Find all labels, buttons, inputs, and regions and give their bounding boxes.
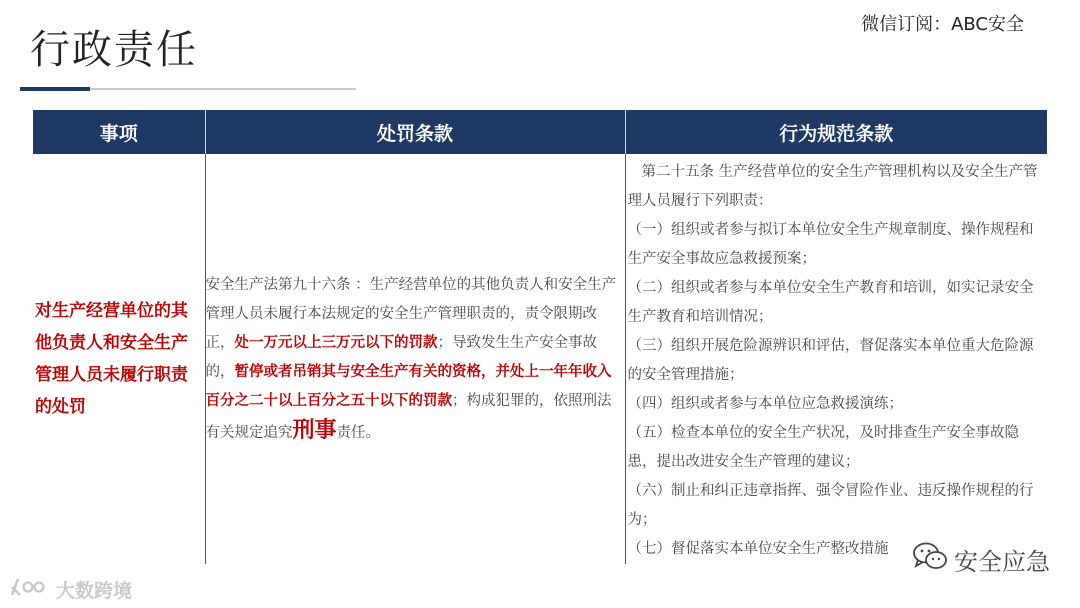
item-cell	[33, 154, 205, 564]
norm-list	[626, 154, 1048, 564]
page-title: 行政责任	[30, 27, 198, 73]
penalty-suspension-highlight: 暂停或者吊销其与安全生产有关的资格，并处上一年年收入百分之二十以上百分之五十以下的罚款	[205, 363, 612, 409]
responsibility-table	[33, 110, 1047, 564]
norm-item: （四）组织或者参与本单位应急救援演练；	[627, 396, 903, 412]
norm-item: （七）督促落实本单位安全生产整改措施	[627, 541, 889, 557]
norm-item: （一）组织或者参与拟订本单位安全生产规章制度、操作规程和生产安全事故应急救援预案；	[627, 222, 1034, 267]
brand-watermark	[8, 575, 132, 604]
header-item: 事项	[33, 110, 205, 154]
penalty-text-4: 责任。	[336, 424, 381, 441]
penalty-text-3: ；构成犯罪的，依照刑法有关规定追究	[205, 392, 612, 441]
subscribe-note: 微信订阅：ABC安全	[861, 14, 1024, 35]
norm-item: （五）检查本单位的安全生产状况，及时排查生产安全事故隐患，提出改进安全生产管理的建议；	[627, 425, 1019, 470]
title-underline-accent	[20, 87, 90, 91]
penalty-text	[206, 271, 625, 448]
wechat-watermark-text: 安全应急	[954, 547, 1050, 576]
table-row	[33, 154, 1047, 564]
item-text: 对生产经营单位的其他负责人和安全生产管理人员未履行职责的处罚	[35, 301, 188, 417]
penalty-text-2: ；导致发生生产安全事故的，	[205, 334, 597, 380]
norm-cell	[625, 154, 1047, 564]
norm-item: （三）组织开展危险源辨识和评估，督促落实本单位重大危险源的安全管理措施；	[627, 338, 1034, 383]
norm-item: （二）组织或者参与本单位安全生产教育和培训，如实记录安全生产教育和培训情况；	[627, 280, 1034, 325]
penalty-fine-highlight: 处一万元以上三万元以下的罚款	[234, 334, 438, 351]
header-penalty: 处罚条款	[205, 110, 625, 154]
norm-item: （六）制止和纠正违章指挥、强令冒险作业、违反操作规程的行为；	[627, 483, 1034, 528]
wechat-watermark	[912, 541, 1050, 577]
penalty-cell	[205, 154, 625, 564]
header-norm: 行为规范条款	[625, 110, 1047, 154]
norm-intro: 第二十五条 生产经营单位的安全生产管理机构以及安全生产管理人员履行下列职责：	[627, 164, 1038, 209]
penalty-text-1: 安全生产法第九十六条 ：生产经营单位的其他负责人和安全生产管理人员未履行本法规定的安全生产管理职责的，责令限期改正，	[205, 276, 617, 351]
brand-logo-icon	[8, 575, 52, 604]
penalty-criminal-highlight: 刑事	[292, 417, 337, 443]
wechat-icon	[912, 541, 948, 577]
brand-watermark-text: 大数跨境	[56, 580, 133, 602]
table-header-row	[33, 110, 1047, 154]
